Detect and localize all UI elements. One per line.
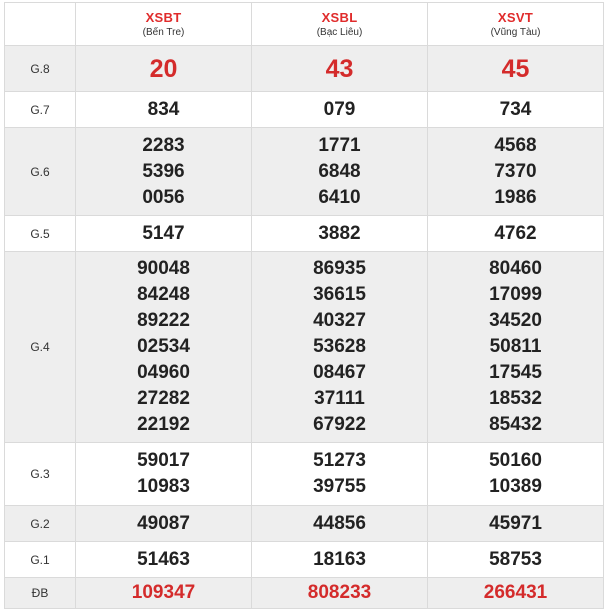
- header-row: [5, 3, 604, 46]
- result-cell: [76, 128, 252, 216]
- province-code[interactable]: XSBT: [145, 9, 182, 25]
- result-number: 3882: [318, 222, 361, 244]
- result-cell: [428, 46, 604, 92]
- result-number: 18163: [313, 548, 366, 570]
- result-number: 2283: [142, 134, 185, 156]
- result-cell: [428, 506, 604, 542]
- result-number: 02534: [137, 336, 190, 357]
- prize-label: G.6: [5, 128, 76, 216]
- prize-row-g2: [5, 506, 604, 542]
- result-number: 17545: [489, 362, 542, 383]
- result-number: 6848: [318, 160, 361, 182]
- province-name: (Bạc Liêu): [316, 26, 363, 38]
- result-cell: [252, 578, 428, 609]
- result-number: 36615: [313, 284, 366, 305]
- result-number: 10983: [137, 476, 190, 497]
- prize-row-g4: [5, 252, 604, 443]
- result-number: 18532: [489, 388, 542, 409]
- result-number: 40327: [313, 310, 366, 331]
- result-number: 50160: [489, 450, 542, 471]
- result-cell: [428, 92, 604, 128]
- result-number: 10389: [489, 476, 542, 497]
- result-cell: [252, 443, 428, 506]
- prize-row-g5: [5, 216, 604, 252]
- result-number: 37111: [314, 388, 365, 409]
- lottery-results-table: [4, 2, 604, 609]
- result-number: 1986: [494, 186, 537, 208]
- result-cell: [76, 443, 252, 506]
- result-cell: [428, 542, 604, 578]
- result-number: 834: [147, 98, 180, 120]
- prize-label: G.7: [5, 92, 76, 128]
- prize-label: G.2: [5, 506, 76, 542]
- result-number: 1771: [318, 134, 361, 156]
- result-number: 20: [149, 54, 178, 83]
- prize-row-g1: [5, 542, 604, 578]
- result-number: 80460: [489, 258, 542, 279]
- result-number: 50811: [489, 336, 542, 357]
- result-cell: [428, 443, 604, 506]
- result-number: 51463: [137, 548, 190, 570]
- result-number: 27282: [137, 388, 190, 409]
- result-number: 43: [325, 54, 354, 83]
- province-header-bentre[interactable]: [76, 3, 252, 46]
- result-number: 89222: [137, 310, 190, 331]
- province-name: (Vũng Tàu): [490, 26, 541, 38]
- result-cell: [252, 128, 428, 216]
- result-cell: [428, 252, 604, 443]
- result-number: 34520: [489, 310, 542, 331]
- result-cell: [428, 216, 604, 252]
- result-cell: [252, 506, 428, 542]
- prize-row-g6: [5, 128, 604, 216]
- result-cell: [252, 46, 428, 92]
- result-cell: [252, 92, 428, 128]
- prize-row-g3: [5, 443, 604, 506]
- result-number: 109347: [131, 582, 196, 603]
- result-number: 17099: [489, 284, 542, 305]
- result-number: 86935: [313, 258, 366, 279]
- province-code[interactable]: XSVT: [497, 9, 534, 25]
- result-number: 4568: [494, 134, 537, 156]
- result-number: 49087: [137, 512, 190, 534]
- result-cell: [252, 542, 428, 578]
- result-number: 5396: [142, 160, 185, 182]
- result-number: 08467: [313, 362, 366, 383]
- prize-label: ĐB: [5, 578, 76, 609]
- result-number: 266431: [483, 582, 548, 603]
- result-number: 04960: [137, 362, 190, 383]
- result-number: 4762: [494, 222, 537, 244]
- result-number: 59017: [137, 450, 190, 471]
- result-cell: [252, 216, 428, 252]
- province-header-baclieu[interactable]: [252, 3, 428, 46]
- result-number: 58753: [489, 548, 542, 570]
- result-number: 808233: [307, 582, 372, 603]
- result-number: 22192: [137, 414, 190, 435]
- result-cell: [76, 542, 252, 578]
- result-number: 67922: [313, 414, 366, 435]
- prize-label: G.3: [5, 443, 76, 506]
- result-number: 7370: [494, 160, 537, 182]
- result-number: 90048: [137, 258, 190, 279]
- result-cell: [252, 252, 428, 443]
- result-number: 5147: [142, 222, 185, 244]
- result-number: 44856: [313, 512, 366, 534]
- province-code[interactable]: XSBL: [321, 9, 358, 25]
- result-cell: [76, 216, 252, 252]
- result-cell: [428, 578, 604, 609]
- prize-label: G.8: [5, 46, 76, 92]
- result-number: 734: [499, 98, 532, 120]
- result-number: 51273: [313, 450, 366, 471]
- prize-label: G.4: [5, 252, 76, 443]
- result-cell: [76, 252, 252, 443]
- result-cell: [76, 506, 252, 542]
- prize-row-g7: [5, 92, 604, 128]
- prize-label: G.1: [5, 542, 76, 578]
- prize-row-g8: [5, 46, 604, 92]
- prize-row-special: [5, 578, 604, 609]
- result-cell: [428, 128, 604, 216]
- result-number: 39755: [313, 476, 366, 497]
- prize-label: G.5: [5, 216, 76, 252]
- province-name: (Bến Tre): [142, 26, 185, 38]
- result-cell: [76, 46, 252, 92]
- result-cell: [76, 92, 252, 128]
- result-number: 53628: [313, 336, 366, 357]
- result-number: 84248: [137, 284, 190, 305]
- result-number: 45971: [489, 512, 542, 534]
- result-number: 079: [323, 98, 356, 120]
- result-number: 45: [501, 54, 530, 83]
- result-number: 85432: [489, 414, 542, 435]
- result-number: 6410: [318, 186, 361, 208]
- header-corner-cell: [5, 3, 76, 46]
- province-header-vungtau[interactable]: [428, 3, 604, 46]
- result-number: 0056: [142, 186, 185, 208]
- result-cell: [76, 578, 252, 609]
